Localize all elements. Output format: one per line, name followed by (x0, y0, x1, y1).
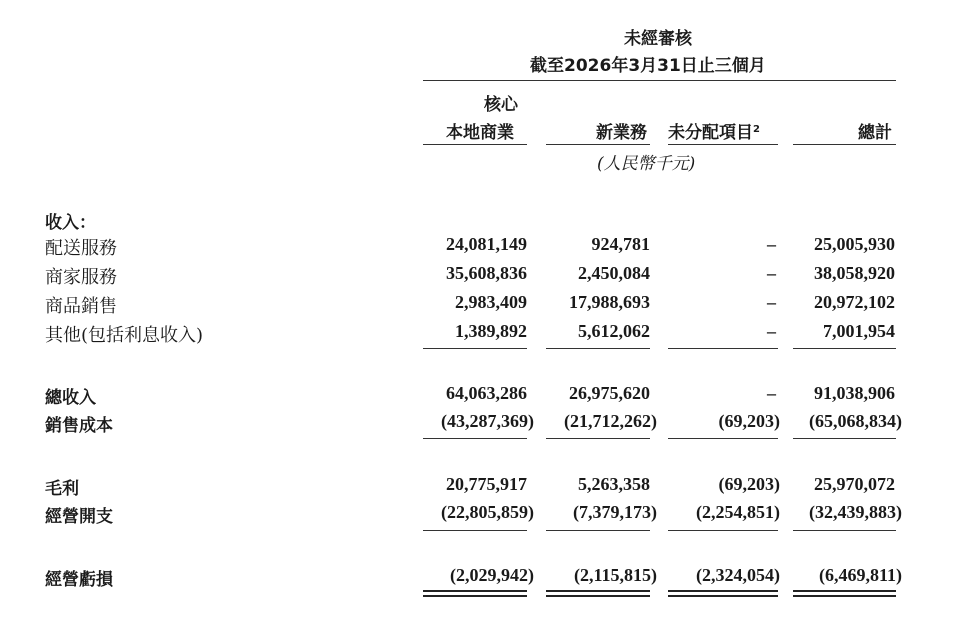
footnote-marker: 2 (753, 124, 760, 135)
cell: 924,781 (591, 234, 650, 254)
col-underline-2 (546, 144, 650, 145)
cell: 5,612,062 (578, 321, 650, 341)
cell: (2,324,054) (696, 565, 780, 585)
unit-label: (人民幣千元) (597, 154, 696, 174)
subtotal-line-1 (423, 348, 527, 349)
row-label-other: 其他(包括利息收入) (45, 325, 204, 346)
row-label-goods: 商品銷售 (45, 296, 117, 317)
subtotal-line-11 (668, 530, 778, 531)
cell: 5,263,358 (578, 474, 650, 494)
col-header-unallocated: 未分配項目$^2$ (668, 123, 760, 143)
cell: – (767, 383, 776, 403)
cell: 17,988,693 (569, 292, 650, 312)
cell: 2,983,409 (455, 292, 527, 312)
cell: 7,001,954 (823, 321, 895, 341)
col-underline-4 (793, 144, 896, 145)
subtotal-line-7 (668, 438, 778, 439)
cell: 26,975,620 (569, 383, 650, 403)
cell: 20,775,917 (446, 474, 527, 494)
col-header-core-line1: 核心 (484, 95, 518, 115)
total-double-line-3 (668, 590, 778, 597)
row-label-gross-profit: 毛利 (45, 479, 79, 499)
cell: (65,068,834) (809, 411, 902, 431)
row-label-cost-of-sales: 銷售成本 (45, 416, 113, 436)
cell: (6,469,811) (819, 565, 902, 585)
cell: – (767, 321, 776, 341)
col-header-core-line2: 本地商業 (446, 123, 514, 143)
row-label-opex: 經營開支 (45, 507, 113, 527)
col-header-total: 總計 (858, 123, 892, 143)
cell: – (767, 263, 776, 283)
total-double-line-4 (793, 590, 896, 597)
cell: (43,287,369) (441, 411, 534, 431)
row-label-total-revenue: 總收入 (45, 388, 96, 408)
total-double-line-1 (423, 590, 527, 597)
period-underline (423, 80, 896, 81)
subtotal-line-6 (546, 438, 650, 439)
cell: (2,254,851) (696, 502, 780, 522)
subtotal-line-2 (546, 348, 650, 349)
cell: (21,712,262) (564, 411, 657, 431)
col-underline-3 (668, 144, 778, 145)
cell: 64,063,286 (446, 383, 527, 403)
cell: 24,081,149 (446, 234, 527, 254)
cell: (32,439,883) (809, 502, 902, 522)
cell: – (767, 234, 776, 254)
row-label-delivery: 配送服務 (45, 238, 117, 259)
col-header-new-business: 新業務 (596, 123, 647, 143)
revenue-section-label: 收入： (45, 213, 96, 233)
row-label-merchant: 商家服務 (45, 267, 117, 288)
subtotal-line-9 (423, 530, 527, 531)
cell: – (767, 292, 776, 312)
cell: (22,805,859) (441, 502, 534, 522)
cell: 38,058,920 (814, 263, 895, 283)
cell: 20,972,102 (814, 292, 895, 312)
audit-status: 未經審核 (624, 29, 692, 49)
subtotal-line-8 (793, 438, 896, 439)
cell: 25,005,930 (814, 234, 895, 254)
cell: (69,203) (718, 411, 780, 431)
cell: (7,379,173) (573, 502, 657, 522)
subtotal-line-4 (793, 348, 896, 349)
cell: 25,970,072 (814, 474, 895, 494)
subtotal-line-5 (423, 438, 527, 439)
subtotal-line-12 (793, 530, 896, 531)
subtotal-line-10 (546, 530, 650, 531)
total-double-line-2 (546, 590, 650, 597)
subtotal-line-3 (668, 348, 778, 349)
cell: (69,203) (718, 474, 780, 494)
cell: (2,029,942) (450, 565, 534, 585)
cell: 35,608,836 (446, 263, 527, 283)
row-label-operating-loss: 經營虧損 (45, 570, 113, 590)
col-underline-1 (423, 144, 527, 145)
cell: 91,038,906 (814, 383, 895, 403)
period-label: 截至2026年3月31日止三個月 (530, 56, 766, 76)
cell: 1,389,892 (455, 321, 527, 341)
cell: (2,115,815) (574, 565, 657, 585)
cell: 2,450,084 (578, 263, 650, 283)
